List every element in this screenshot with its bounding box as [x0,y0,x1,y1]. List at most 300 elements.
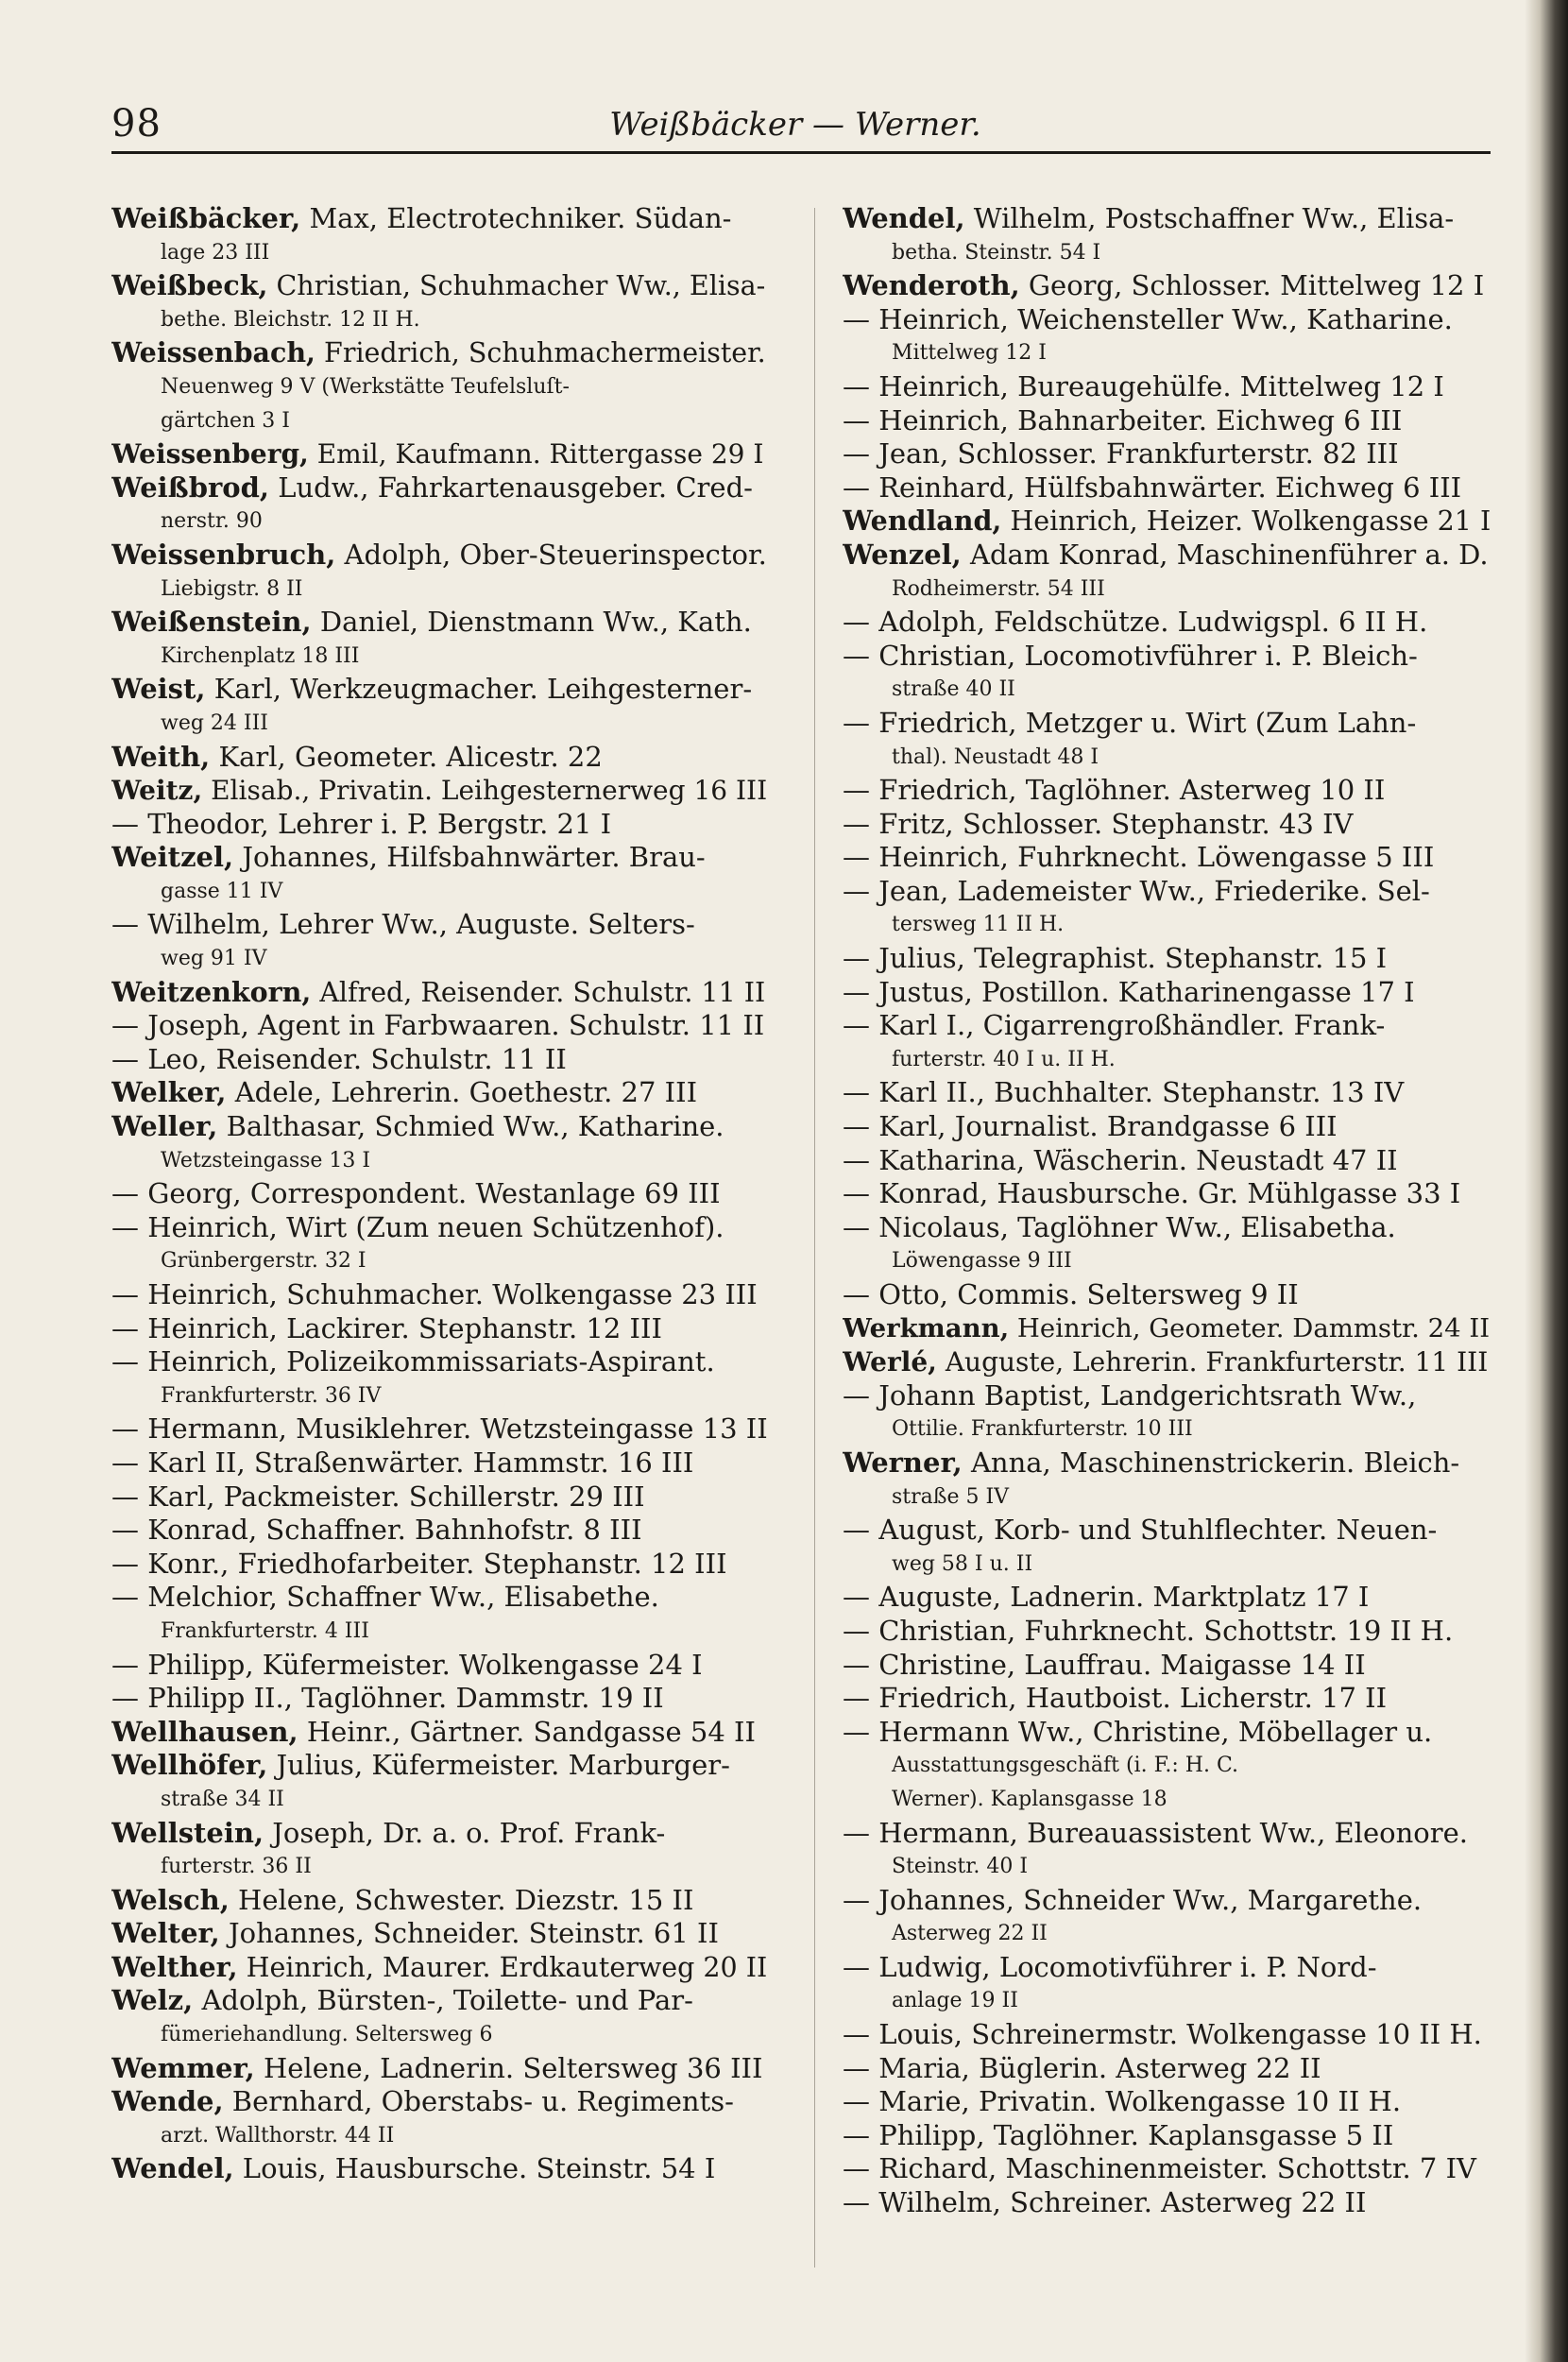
entry-first-line [843,1817,1494,1851]
entry-first-line [111,741,773,775]
entry-surname: — [843,2085,870,2118]
entry-surname: — [111,1278,139,1310]
entry-surname: — [111,1009,139,1042]
entry-surname: Weißbäcker, [111,202,301,234]
directory-entry [111,1110,773,1177]
entry-first-line [843,1177,1494,1211]
entry-details: Heinrich, Schuhmacher. Wolkengasse 23 III [139,1278,758,1310]
directory-entry [111,1177,773,1211]
directory-entry [111,269,773,336]
entry-first-line [843,640,1494,674]
entry-details: Ludwig, Locomotivführer i. P. Nord- [870,1950,1377,1983]
entry-continuation: lage 23 III [161,240,270,265]
directory-entry [111,1749,773,1816]
entry-surname: Weitzel, [111,841,234,874]
entry-first-line [111,1043,773,1077]
entry-surname: Weißbrod, [111,471,269,504]
entry-continuation: weg 58 I u. II [892,1551,1033,1576]
directory-entry [111,202,773,269]
entry-surname: — [843,774,870,807]
entry-surname: — [843,639,870,672]
directory-entry [843,1884,1494,1951]
entry-details: Karl I., Cigarrengroßhändler. Frank- [870,1009,1386,1042]
entry-surname: Weith, [111,740,211,773]
directory-entry [843,202,1494,269]
entry-details: Julius, Küfermeister. Marburger- [267,1749,730,1782]
entry-first-line [843,1312,1494,1346]
directory-entry [111,2152,773,2186]
entry-details: Heinr., Gärtner. Sandgasse 54 II [298,1715,756,1748]
entry-surname: — [843,1009,870,1042]
entry-first-line [843,303,1494,337]
entry-details: Leo, Reisender. Schulstr. 11 II [139,1042,567,1075]
entry-details: Adolph, Bürsten-, Toilette- und Par- [193,1984,693,2017]
directory-entry [843,1110,1494,1144]
directory-entry [843,1211,1494,1278]
directory-entry [843,942,1494,976]
directory-entry [111,606,773,673]
book-spine-shadow [1525,0,1568,2362]
entry-continuation: straße 34 II [161,1787,284,1811]
entry-surname: Weller, [111,1110,218,1143]
entry-first-line [111,1984,773,2018]
entry-first-line [843,1278,1494,1312]
entry-surname: — [111,1042,139,1075]
entry-surname: Welker, [111,1076,227,1109]
entry-first-line [111,1917,773,1951]
entry-continuation: Ausstattungsgeschäft (i. F.: H. C. [892,1754,1239,1778]
entry-details: Daniel, Dienstmann Ww., Kath. [311,606,752,639]
column-separator [814,208,815,2268]
entry-surname: — [111,1311,139,1344]
entry-first-line [843,1884,1494,1918]
entry-surname: — [843,1883,870,1916]
entry-details: Konrad, Schaffner. Bahnhofstr. 8 III [139,1514,642,1547]
directory-entry [111,1345,773,1412]
directory-entry [111,1817,773,1884]
entry-first-line [843,1649,1494,1683]
entry-details: Heinrich, Geometer. Dammstr. 24 II [1009,1312,1491,1344]
entry-first-line [843,1009,1494,1043]
directory-entry [843,1581,1494,1615]
entry-first-line [843,774,1494,808]
entry-surname: — [843,942,870,975]
entry-surname: Weitz, [111,775,203,807]
entry-first-line [843,202,1494,236]
entry-details: Heinrich, Bahnarbeiter. Eichweg 6 III [870,403,1403,436]
entry-first-line [843,1615,1494,1649]
entry-details: Heinrich, Wirt (Zum neuen Schützenhof). [139,1210,724,1243]
directory-entry [843,1514,1494,1581]
entry-first-line [111,908,773,942]
entry-surname: Wellstein, [111,1816,264,1849]
right-column [843,202,1494,2220]
entry-details: Friedrich, Taglöhner. Asterweg 10 II [870,774,1386,807]
entry-first-line [843,875,1494,909]
entry-surname: Wenzel, [843,538,962,571]
entry-details: Louis, Schreinermstr. Wolkengasse 10 II H. [870,2018,1482,2051]
directory-entry [111,1514,773,1548]
directory-entry [843,1278,1494,1312]
entry-continuation: nerstr. 90 [161,509,263,534]
entry-first-line [843,606,1494,640]
directory-entry [843,875,1494,942]
directory-entry [843,2152,1494,2186]
directory-entry [111,2085,773,2152]
directory-entry [111,336,773,403]
directory-entry [843,370,1494,404]
directory-entry [843,640,1494,707]
entry-first-line [111,1581,773,1615]
entry-continuation: anlage 19 II [892,1989,1018,2013]
entry-first-line [111,1211,773,1245]
directory-entry [843,1144,1494,1178]
entry-continuation: fümeriehandlung. Seltersweg 6 [161,2023,493,2047]
entry-surname: — [111,1480,139,1513]
entry-first-line [843,707,1494,741]
entry-details: Joseph, Dr. a. o. Prof. Frank- [264,1816,666,1849]
directory-entry [843,2186,1494,2220]
directory-entry [111,774,773,808]
entry-first-line [843,1682,1494,1716]
entry-surname: — [111,1547,139,1580]
directory-entry [843,1951,1494,2018]
entry-details: Johannes, Hilfsbahnwärter. Brau- [233,841,706,874]
entry-surname: Welsch, [111,1883,230,1916]
entry-details: Heinrich, Lackirer. Stephanstr. 12 III [139,1311,662,1344]
entry-details: Max, Electrotechniker. Südan- [300,202,732,234]
page-header [111,102,1479,159]
entry-surname: Weissenberg, [111,438,309,471]
entry-continuation: betha. Steinstr. 54 I [892,240,1101,265]
entry-surname: Weissenbruch, [111,538,336,571]
entry-first-line [843,1581,1494,1615]
entry-first-line [111,2152,773,2186]
entry-continuation: arzt. Wallthorstr. 44 II [161,2123,395,2148]
entry-surname: Wende, [111,2085,224,2118]
entry-details: Theodor, Lehrer i. P. Bergstr. 21 I [139,807,612,840]
entry-details: Christine, Lauffrau. Maigasse 14 II [870,1648,1366,1681]
entry-details: Heinrich, Heizer. Wolkengasse 21 I [1001,505,1491,538]
entry-first-line [111,1110,773,1144]
entry-surname: — [843,369,870,402]
entry-first-line [843,1514,1494,1548]
entry-surname: — [843,2118,870,2151]
entry-surname: — [111,1412,139,1446]
entry-details: Auguste, Lehrerin. Frankfurterstr. 11 III [936,1346,1489,1378]
directory-entry [843,1345,1494,1379]
entry-first-line [843,841,1494,875]
entry-first-line [843,505,1494,539]
entry-details: Katharina, Wäscherin. Neustadt 47 II [870,1143,1398,1176]
entry-surname: Welther, [111,1950,238,1983]
left-column [111,202,773,2186]
directory-entry [843,303,1494,370]
entry-first-line [111,1817,773,1851]
entry-first-line [843,1951,1494,1985]
entry-details: Emil, Kaufmann. Rittergasse 29 I [308,438,764,471]
directory-entry [111,1649,773,1683]
directory-entry [843,404,1494,438]
entry-surname: — [111,1446,139,1479]
entry-continuation: gasse 11 IV [161,879,283,903]
entry-first-line [111,774,773,808]
entry-surname: Weist, [111,673,206,706]
entry-details: Karl, Werkzeugmacher. Leihgesterner- [205,673,753,706]
entry-surname: — [843,2186,870,2219]
directory-entry [843,2119,1494,2153]
entry-surname: — [111,1581,139,1614]
directory-entry [111,437,773,471]
entry-surname: — [843,1950,870,1983]
entry-first-line [111,471,773,505]
directory-entry [843,505,1494,539]
entry-surname: Werkmann, [843,1312,1010,1344]
directory-entry [843,808,1494,842]
entry-continuation: Frankfurterstr. 4 III [161,1618,369,1643]
entry-surname: — [843,1816,870,1849]
entry-details: Otto, Commis. Seltersweg 9 II [870,1278,1299,1310]
entry-details: Jean, Schlosser. Frankfurterstr. 82 III [870,437,1399,471]
entry-first-line [111,202,773,236]
entry-surname: — [843,1614,870,1647]
directory-entry [111,2052,773,2086]
directory-entry [843,1177,1494,1211]
entry-continuation: straße 40 II [892,677,1015,702]
entry-details: Hermann, Bureauassistent Ww., Eleonore. [870,1816,1468,1849]
entry-first-line [843,539,1494,573]
entry-details: Adele, Lehrerin. Goethestr. 27 III [226,1076,698,1109]
entry-details: Konr., Friedhofarbeiter. Stephanstr. 12 III [139,1547,727,1580]
entry-details: Georg, Schlosser. Mittelweg 12 I [1019,269,1485,302]
directory-entry [111,404,773,438]
entry-first-line [843,1144,1494,1178]
entry-first-line [111,437,773,471]
entry-surname: — [843,2152,870,2185]
entry-first-line [843,2119,1494,2153]
directory-entry [111,1548,773,1582]
entry-first-line [843,471,1494,505]
directory-entry [111,1884,773,1918]
page-number: 98 [111,102,162,145]
entry-first-line [843,1110,1494,1144]
entry-surname: Wendel, [111,2152,234,2185]
entry-continuation: furterstr. 40 I u. II H. [892,1047,1116,1071]
entry-continuation: Löwengasse 9 III [892,1249,1072,1274]
entry-surname: — [843,1278,870,1310]
directory-entry [843,976,1494,1010]
entry-surname: — [111,1682,139,1715]
directory-entry [111,1278,773,1312]
directory-entry [843,1649,1494,1683]
entry-surname: — [843,2051,870,2084]
entry-details: Friedrich, Hautboist. Licherstr. 17 II [870,1682,1388,1715]
entry-surname: Welter, [111,1917,220,1950]
entry-details: Christian, Schuhmacher Ww., Elisa- [267,270,766,302]
directory-entry [111,471,773,539]
entry-first-line [843,437,1494,471]
entry-surname: Wendel, [843,202,965,234]
entry-first-line [111,1649,773,1683]
directory-entry [111,1716,773,1750]
directory-entry [111,1211,773,1278]
entry-continuation: straße 5 IV [892,1484,1010,1509]
directory-entry [843,1379,1494,1446]
entry-details: Johannes, Schneider. Steinstr. 61 II [219,1917,719,1950]
entry-details: Helene, Schwester. Diezstr. 15 II [229,1883,694,1916]
entry-continuation: Mittelweg 12 I [892,341,1047,366]
entry-first-line [843,2085,1494,2119]
entry-first-line [111,1884,773,1918]
entry-surname: Weißenstein, [111,606,312,639]
entry-details: Philipp II., Taglöhner. Dammstr. 19 II [139,1682,664,1715]
entry-details: Hermann Ww., Christine, Möbellager u. [870,1715,1433,1748]
directory-entry [111,539,773,606]
running-title: Weißbäcker — Werner. [609,106,981,144]
entry-first-line [111,269,773,303]
directory-entry [843,707,1494,774]
entry-continuation: bethe. Bleichstr. 12 II H. [161,307,420,332]
entry-surname: — [111,1648,139,1681]
entry-first-line [843,1076,1494,1110]
directory-entry [843,539,1494,606]
entry-details: Helene, Ladnerin. Seltersweg 36 III [254,2051,763,2084]
entry-surname: — [843,471,870,504]
entry-first-line [111,539,773,573]
entry-first-line [843,404,1494,438]
entry-details: Friedrich, Schuhmachermeister. [315,337,766,369]
entry-details: Konrad, Hausbursche. Gr. Mühlgasse 33 I [870,1177,1461,1210]
entry-surname: — [843,1378,870,1412]
entry-details: Karl, Journalist. Brandgasse 6 III [870,1110,1338,1143]
entry-details: Richard, Maschinenmeister. Schottstr. 7 IV [870,2152,1476,2185]
entry-continuation: Asterweg 22 II [892,1922,1048,1946]
entry-first-line [111,1412,773,1446]
entry-continuation: Kirchenplatz 18 III [161,643,360,668]
entry-details: Julius, Telegraphist. Stephanstr. 15 I [870,942,1388,975]
entry-first-line [843,1716,1494,1750]
entry-details: Heinrich, Polizeikommissariats-Aspirant. [139,1345,715,1378]
entry-surname: — [843,403,870,436]
entry-surname: — [843,841,870,874]
entry-details: Philipp, Taglöhner. Kaplansgasse 5 II [870,2118,1394,2151]
entry-surname: Wemmer, [111,2051,255,2084]
entry-surname: — [843,874,870,907]
directory-entry [111,1076,773,1110]
entry-surname: — [111,807,139,840]
entry-details: Wilhelm, Lehrer Ww., Auguste. Selters- [139,908,695,941]
entry-first-line [111,808,773,842]
entry-first-line [111,1312,773,1346]
directory-entry [111,1481,773,1515]
entry-surname: — [843,1514,870,1547]
directory-entry [111,1581,773,1648]
entry-details: Hermann, Musiklehrer. Wetzsteingasse 13 II [139,1412,768,1446]
entry-surname: — [843,807,870,840]
entry-surname: Wenderoth, [843,269,1020,302]
header-rule [111,151,1491,154]
entry-surname: — [843,1682,870,1715]
entry-details: Heinrich, Maurer. Erdkauterweg 20 II [237,1951,768,1983]
entry-surname: — [843,1648,870,1681]
entry-first-line [111,2085,773,2119]
entry-details: Bernhard, Oberstabs- u. Regiments- [223,2085,734,2118]
directory-entry [843,1682,1494,1716]
entry-details: Karl II, Straßenwärter. Hammstr. 16 III [139,1446,694,1479]
entry-details: Ludw., Fahrkartenausgeber. Cred- [268,471,753,504]
entry-continuation: Grünbergerstr. 32 I [161,1249,366,1274]
entry-first-line [111,2052,773,2086]
entry-continuation: Neuenweg 9 V (Werkstätte Teufelsluſt- [161,374,570,399]
entry-details: Heinrich, Fuhrknecht. Löwengasse 5 III [870,841,1435,874]
entry-surname: Wellhöfer, [111,1749,268,1782]
entry-surname: — [843,1143,870,1176]
entry-surname: — [111,1210,139,1243]
entry-details: Joseph, Agent in Farbwaaren. Schulstr. 11 II [139,1009,765,1042]
entry-details: Johann Baptist, Landgerichtsrath Ww., [870,1378,1417,1412]
entry-first-line [843,1446,1494,1481]
entry-first-line [843,1345,1494,1379]
directory-entry [111,1009,773,1043]
directory-entry [843,1076,1494,1110]
directory-entry [843,1009,1494,1076]
entry-details: Johannes, Schneider Ww., Margarethe. [870,1883,1423,1916]
directory-entry [111,1446,773,1481]
directory-entry [843,269,1494,303]
entry-surname: Welz, [111,1984,194,2017]
directory-entry [843,774,1494,808]
entry-details: Adam Konrad, Maschinenführer a. D. [961,538,1489,571]
entry-details: Christian, Locomotivführer i. P. Bleich- [870,639,1418,672]
directory-entry [843,1783,1494,1817]
entry-first-line [843,370,1494,404]
entry-first-line [111,1446,773,1481]
directory-entry [843,1446,1494,1514]
entry-surname: Weißbeck, [111,269,268,302]
entry-first-line [843,976,1494,1010]
entry-surname: — [843,1110,870,1143]
entry-continuation: tersweg 11 II H. [892,913,1065,937]
directory-entry [843,841,1494,875]
entry-first-line [111,1716,773,1750]
entry-details: Wilhelm, Postschaffner Ww., Elisa- [964,202,1455,234]
entry-first-line [843,2052,1494,2086]
entry-details: Anna, Maschinenstrickerin. Bleich- [962,1446,1460,1479]
entry-continuation: Frankfurterstr. 36 IV [161,1383,382,1408]
entry-continuation: weg 24 III [161,710,268,735]
entry-continuation: Steinstr. 40 I [892,1855,1029,1879]
directory-entry [843,1716,1494,1783]
entry-details: Reinhard, Hülfsbahnwärter. Eichweg 6 III [870,471,1462,504]
entry-surname: — [843,1581,870,1614]
entry-details: Balthasar, Schmied Ww., Katharine. [217,1110,724,1143]
entry-details: Alfred, Reisender. Schulstr. 11 II [311,976,766,1008]
entry-surname: — [843,1076,870,1109]
entry-details: August, Korb- und Stuhlflechter. Neuen- [870,1514,1438,1547]
entry-details: Karl II., Buchhalter. Stephanstr. 13 IV [870,1076,1405,1109]
entry-surname: Weissenbach, [111,336,315,369]
entry-details: Nicolaus, Taglöhner Ww., Elisabetha. [870,1210,1396,1243]
entry-surname: — [843,2018,870,2051]
entry-details: Georg, Correspondent. Westanlage 69 III [139,1177,721,1210]
directory-entry [843,2018,1494,2052]
entry-details: Adolph, Feldschütze. Ludwigspl. 6 II H. [870,606,1428,639]
entry-surname: — [843,302,870,335]
entry-details: Friedrich, Metzger u. Wirt (Zum Lahn- [870,706,1417,739]
entry-surname: — [111,908,139,941]
entry-first-line [111,1278,773,1312]
entry-first-line [843,1211,1494,1245]
